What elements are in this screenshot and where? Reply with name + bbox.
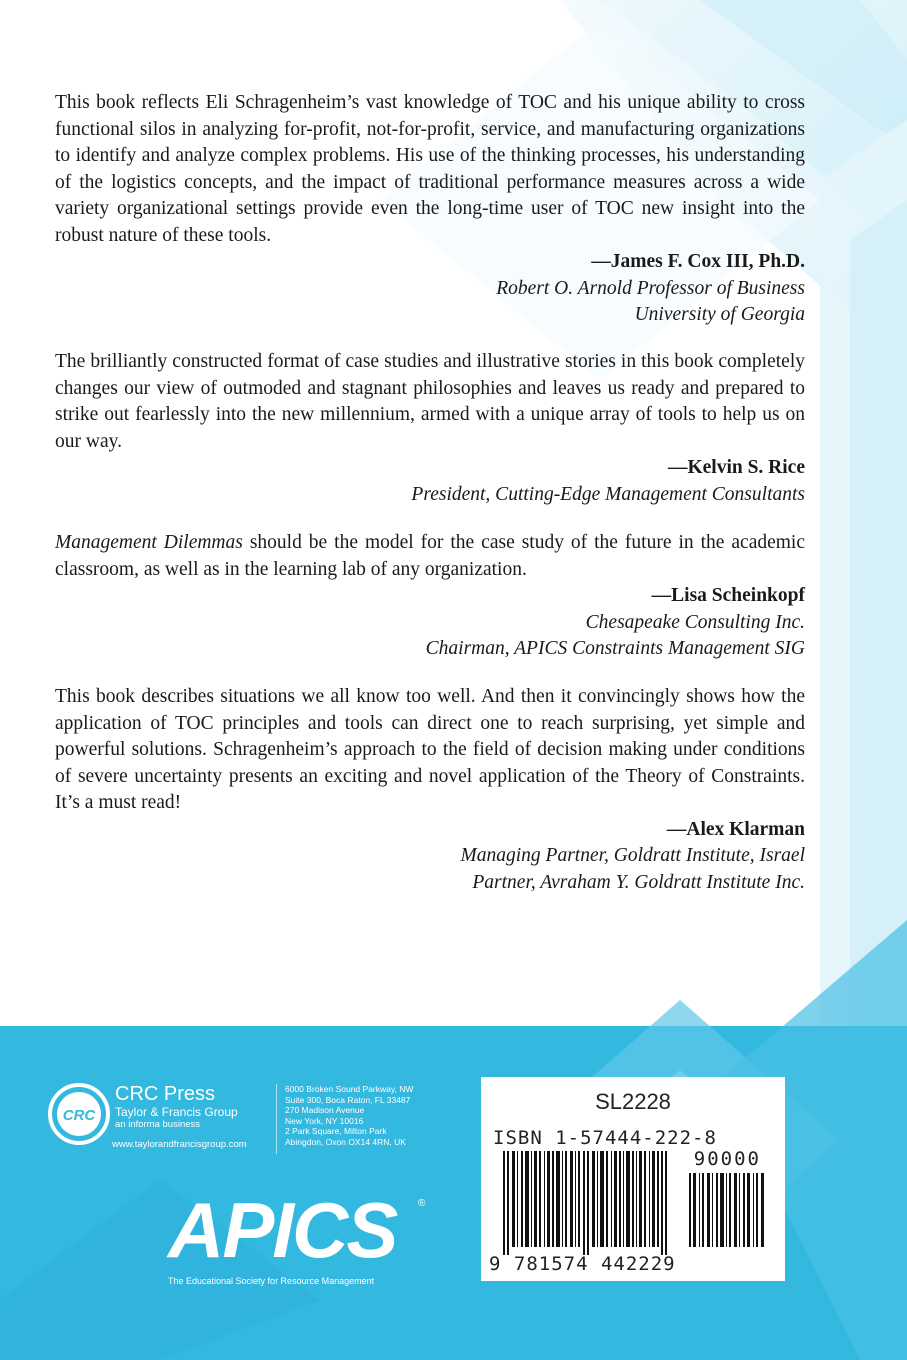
attribution (55, 583, 805, 663)
apics-registered-mark: ® (418, 1198, 426, 1209)
author-role: President, Cutting-Edge Management Consultants (411, 483, 805, 505)
divider (276, 1084, 277, 1154)
author-role: Robert O. Arnold Professor of Business (496, 277, 805, 299)
author-role: Partner, Avraham Y. Goldratt Institute Inc. (472, 871, 805, 893)
publisher-address: 6000 Broken Sound Parkway, NW Suite 300, Boca Raton, FL 33487 270 Madison Avenue New York, NY 10016 2 Park Square, Milton Park Abingdon, Oxon OX14 4RN, UK (285, 1084, 414, 1147)
testimonial-text: This book describes situations we all know too well. And then it convincingly shows how the application of TOC principles and tools can direct one to reach surprising, yet simple and powerful solutions. Schragenheim’s approach to the field of decision making under conditions of severe uncertainty presents an exciting and novel application of the Theory of Constraints. It’s a must read! (55, 686, 805, 813)
apics-logo: APICS (168, 1186, 397, 1274)
testimonial-1 (55, 90, 805, 329)
crc-logo-icon (47, 1082, 111, 1146)
barcode-label (481, 1077, 785, 1281)
price-code: 90000 (693, 1148, 761, 1170)
sku-code: SL2228 (595, 1089, 671, 1114)
author-role: University of Georgia (634, 304, 805, 325)
testimonial-text: This book reflects Eli Schragenheim’s vast knowledge of TOC and his unique ability to cross functional silos in analyzing for-profit, not-for-profit, service, and manufacturing organizations to identify and analyze complex problems. His use of the thinking processes, his understanding of the logistics concepts, and the impact of traditional performance measures across a wide variety organizational settings provide even the long-time user of TOC new insight into the robust nature of these tools. (55, 92, 805, 246)
author-name: —Kelvin S. Rice (667, 457, 805, 478)
publisher-tagline: an informa business (115, 1119, 201, 1130)
author-name: —James F. Cox III, Ph.D. (591, 251, 805, 272)
testimonial-2 (55, 349, 805, 508)
book-title: Management Dilemmas (55, 532, 243, 553)
isbn-text: ISBN 1-57444-222-8 (493, 1127, 717, 1149)
publisher-group: Taylor & Francis Group (115, 1105, 238, 1119)
publisher-block (115, 1083, 238, 1131)
testimonial-3 (55, 530, 805, 663)
ean-barcode-icon (503, 1151, 683, 1255)
author-role: Managing Partner, Goldratt Institute, Israel (460, 845, 805, 866)
author-name: —Lisa Scheinkopf (651, 585, 805, 606)
author-name: —Alex Klarman (666, 818, 805, 840)
ean-number: 9 781574 442229 (489, 1253, 676, 1275)
crc-logo-text: CRC (62, 1107, 96, 1124)
attribution (55, 817, 805, 897)
apics-tagline: The Educational Society for Resource Management (168, 1276, 375, 1286)
testimonial-4 (55, 684, 805, 896)
addon-barcode-icon (689, 1173, 769, 1247)
author-role: Chesapeake Consulting Inc. (585, 611, 805, 633)
testimonial-text: The brilliantly constructed format of case studies and illustrative stories in this book completely changes our view of outmoded and stagnant philosophies and leaves us ready and prepared to strike out fearlessly into the new millennium, armed with a unique array of tools to help us on our way. (55, 351, 805, 452)
testimonial-body: should be the model for the case study of the future in the academic classroom, as well as in the learning lab of any organization. (55, 532, 805, 580)
attribution (55, 249, 805, 329)
publisher-url: www.taylorandfrancisgroup.com (112, 1139, 247, 1150)
author-role: Chairman, APICS Constraints Management SIG (425, 638, 805, 659)
publisher-name: CRC Press (115, 1083, 216, 1105)
testimonial-text (55, 530, 805, 583)
attribution (55, 455, 805, 508)
